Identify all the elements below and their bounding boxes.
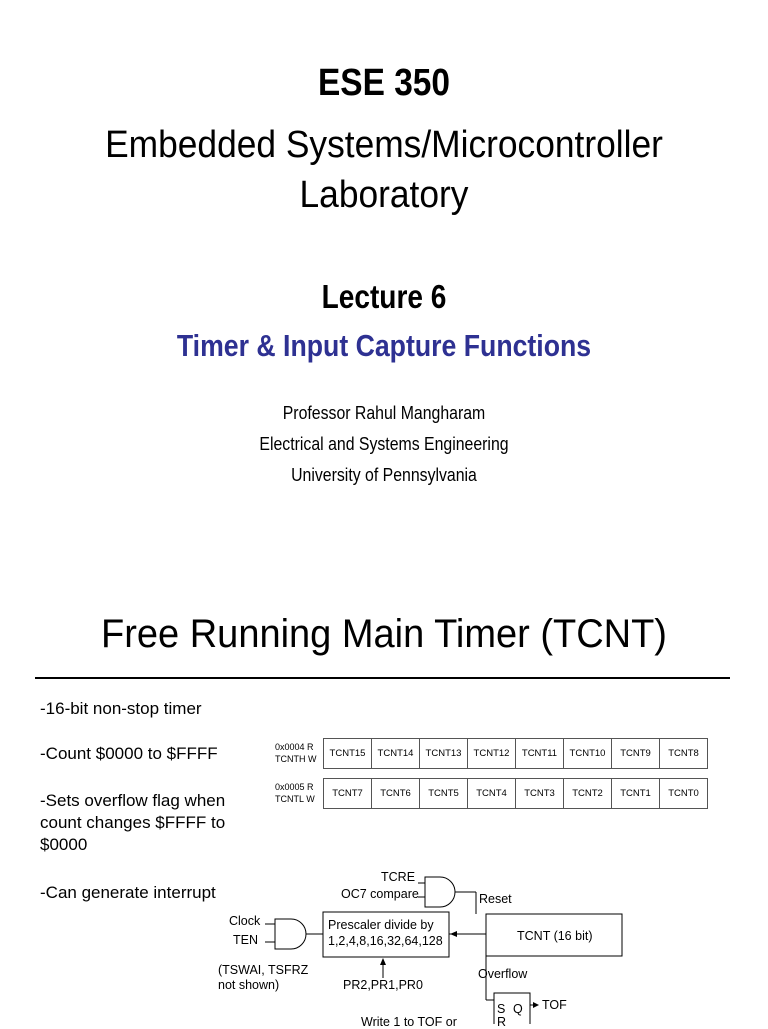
register-bit: TCNT3 — [516, 779, 564, 809]
sr-r-label: R — [497, 1015, 507, 1029]
professor-name: Professor Rahul Mangharam — [282, 403, 486, 423]
register-bit: TCNT8 — [660, 739, 708, 769]
university: University of Pennsylvania — [291, 465, 477, 485]
course-title-line1: Embedded Systems/Microcontroller — [105, 124, 663, 166]
register-label-low — [275, 781, 315, 805]
register-bit: TCNT6 — [372, 779, 420, 809]
sr-s-label: S — [497, 1002, 506, 1016]
title-divider — [35, 677, 730, 679]
oc7-compare-label: OC7 compare — [341, 887, 419, 901]
register-bit: TCNT1 — [612, 779, 660, 809]
tcnt-box-label: TCNT (16 bit) — [517, 929, 593, 943]
register-name: TCNTH — [275, 754, 306, 764]
register-bit: TCNT9 — [612, 739, 660, 769]
reset-label: Reset — [479, 892, 512, 906]
register-bit: TCNT15 — [324, 739, 372, 769]
register-bit: TCNT5 — [420, 779, 468, 809]
write-tof-note: Write 1 to TOF or — [361, 1015, 457, 1029]
bullet-item: -Can generate interrupt — [40, 883, 216, 902]
pr-bits-label: PR2,PR1,PR0 — [343, 978, 423, 992]
lecture-number: Lecture 6 — [321, 278, 447, 315]
register-write-flag: W — [308, 754, 317, 764]
pr-arrow — [380, 958, 386, 965]
register-name: TCNTL — [275, 794, 304, 804]
register-bit: TCNT13 — [420, 739, 468, 769]
register-address: 0x0005 — [275, 782, 305, 792]
course-code: ESE 350 — [318, 62, 450, 104]
ten-label: TEN — [233, 933, 258, 947]
lecture-topic: Timer & Input Capture Functions — [176, 328, 592, 363]
course-title — [27, 120, 741, 220]
register-table-low — [323, 778, 708, 809]
sr-q-label: Q — [513, 1002, 523, 1016]
register-read-flag: R — [307, 742, 314, 752]
and-gate-clock — [275, 919, 306, 949]
overflow-label: Overflow — [478, 967, 528, 981]
bullet-item: -16-bit non-stop timer — [40, 699, 202, 718]
register-row — [324, 779, 708, 809]
register-read-flag: R — [307, 782, 314, 792]
register-bit: TCNT11 — [516, 739, 564, 769]
slide2-title: Free Running Main Timer (TCNT) — [101, 612, 667, 656]
course-title-line2: Laboratory — [299, 174, 469, 216]
register-bit: TCNT4 — [468, 779, 516, 809]
tof-arrow — [533, 1002, 539, 1008]
register-bit: TCNT2 — [564, 779, 612, 809]
clock-label: Clock — [229, 914, 261, 928]
register-table-high — [323, 738, 708, 769]
prescaler-arrow — [450, 931, 457, 937]
not-shown-note-line1: (TSWAI, TSFRZ — [218, 963, 309, 977]
and-gate-reset — [425, 877, 455, 907]
bullet-item: -Sets overflow flag when count changes $FFFF to $0000 — [40, 791, 226, 854]
bullet-item: -Count $0000 to $FFFF — [40, 744, 218, 763]
tcre-label: TCRE — [381, 870, 416, 884]
department: Electrical and Systems Engineering — [259, 434, 509, 454]
prescaler-label-line1: Prescaler divide by — [328, 918, 434, 932]
register-row — [324, 739, 708, 769]
register-bit: TCNT10 — [564, 739, 612, 769]
register-label-high — [275, 741, 317, 765]
prescaler-label-line2: 1,2,4,8,16,32,64,128 — [328, 934, 443, 948]
register-address: 0x0004 — [275, 742, 305, 752]
register-bit: TCNT0 — [660, 779, 708, 809]
tof-label: TOF — [542, 998, 567, 1012]
register-write-flag: W — [306, 794, 315, 804]
register-bit: TCNT12 — [468, 739, 516, 769]
register-bit: TCNT14 — [372, 739, 420, 769]
not-shown-note-line2: not shown) — [218, 978, 280, 992]
register-bit: TCNT7 — [324, 779, 372, 809]
